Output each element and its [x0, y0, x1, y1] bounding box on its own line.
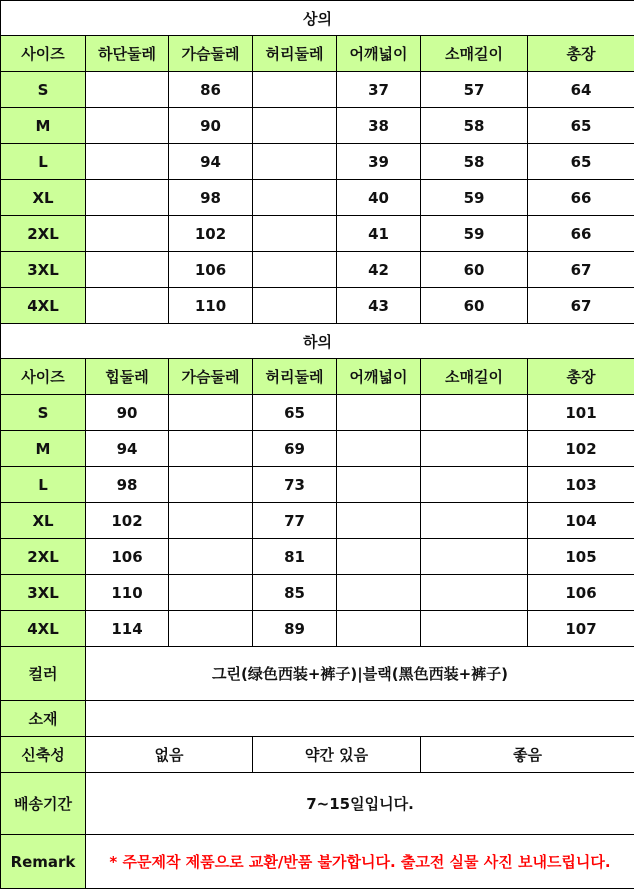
bottom-cell-col3: 85	[253, 575, 337, 611]
bottom-cell-col6: 101	[528, 395, 634, 431]
top-cell-col5: 58	[421, 144, 528, 180]
top-cell-col2: 94	[169, 144, 253, 180]
bottom-cell-col5	[421, 539, 528, 575]
bottom-header-col3: 허리둘레	[253, 359, 337, 395]
top-cell-col4: 38	[337, 108, 421, 144]
stretch-option-good: 좋음	[421, 737, 634, 773]
table-row	[1, 108, 634, 144]
bottom-cell-col3: 69	[253, 431, 337, 467]
top-cell-col6: 65	[528, 108, 634, 144]
top-cell-col1	[86, 72, 169, 108]
bottom-cell-col5	[421, 611, 528, 647]
bottom-cell-col2	[169, 395, 253, 431]
top-size-label: L	[1, 144, 86, 180]
top-cell-col3	[253, 288, 337, 324]
top-cell-col2: 110	[169, 288, 253, 324]
top-cell-col5: 60	[421, 288, 528, 324]
bottom-cell-col4	[337, 539, 421, 575]
bottom-cell-col5	[421, 431, 528, 467]
bottom-cell-col6: 102	[528, 431, 634, 467]
shipping-value: 7~15일입니다.	[86, 773, 634, 835]
bottom-header-col2: 가슴둘레	[169, 359, 253, 395]
bottom-cell-col3: 89	[253, 611, 337, 647]
bottom-cell-col3: 77	[253, 503, 337, 539]
top-header-col4: 어깨넓이	[337, 36, 421, 72]
bottom-cell-col1: 98	[86, 467, 169, 503]
bottom-size-label: L	[1, 467, 86, 503]
table-row	[1, 288, 634, 324]
bottom-header-col6: 총장	[528, 359, 634, 395]
color-value: 그린(绿色西装+裤子)|블랙(黑色西装+裤子)	[86, 647, 634, 701]
top-cell-col6: 64	[528, 72, 634, 108]
top-cell-col3	[253, 108, 337, 144]
bottom-cell-col2	[169, 611, 253, 647]
bottom-header-col1: 힙둘레	[86, 359, 169, 395]
bottom-cell-col1: 106	[86, 539, 169, 575]
stretch-option-slight: 약간 있음	[253, 737, 421, 773]
top-size-label: XL	[1, 180, 86, 216]
shipping-label: 배송기간	[1, 773, 86, 835]
bottom-cell-col5	[421, 395, 528, 431]
bottom-cell-col1: 102	[86, 503, 169, 539]
table-row	[1, 252, 634, 288]
bottom-cell-col1: 94	[86, 431, 169, 467]
top-cell-col1	[86, 180, 169, 216]
bottom-cell-col4	[337, 503, 421, 539]
color-label: 컬러	[1, 647, 86, 701]
top-size-label: 2XL	[1, 216, 86, 252]
top-cell-col6: 67	[528, 252, 634, 288]
bottom-size-label: S	[1, 395, 86, 431]
top-cell-col3	[253, 72, 337, 108]
bottom-cell-col5	[421, 575, 528, 611]
bottom-cell-col2	[169, 467, 253, 503]
top-size-label: 4XL	[1, 288, 86, 324]
top-cell-col4: 41	[337, 216, 421, 252]
material-value	[86, 701, 634, 737]
bottom-size-label: M	[1, 431, 86, 467]
table-row	[1, 180, 634, 216]
top-cell-col6: 65	[528, 144, 634, 180]
bottom-cell-col1: 114	[86, 611, 169, 647]
top-cell-col1	[86, 216, 169, 252]
bottom-cell-col2	[169, 431, 253, 467]
material-label: 소재	[1, 701, 86, 737]
top-size-label: 3XL	[1, 252, 86, 288]
table-row	[1, 72, 634, 108]
top-cell-col5: 59	[421, 180, 528, 216]
top-cell-col5: 57	[421, 72, 528, 108]
top-cell-col1	[86, 144, 169, 180]
bottom-cell-col4	[337, 395, 421, 431]
top-cell-col4: 37	[337, 72, 421, 108]
bottom-cell-col3: 81	[253, 539, 337, 575]
bottom-cell-col6: 107	[528, 611, 634, 647]
bottom-cell-col6: 106	[528, 575, 634, 611]
table-row	[1, 467, 634, 503]
bottom-header-col5: 소매길이	[421, 359, 528, 395]
top-header-col3: 허리둘레	[253, 36, 337, 72]
bottom-cell-col6: 104	[528, 503, 634, 539]
top-cell-col6: 66	[528, 180, 634, 216]
remark-value: * 주문제작 제품으로 교환/반품 불가합니다. 출고전 실물 사진 보내드립니다.	[86, 835, 634, 889]
bottom-cell-col1: 90	[86, 395, 169, 431]
top-cell-col3	[253, 252, 337, 288]
table-row	[1, 144, 634, 180]
bottom-cell-col4	[337, 611, 421, 647]
top-header-col1: 하단둘레	[86, 36, 169, 72]
stretch-label: 신축성	[1, 737, 86, 773]
top-header-col5: 소매길이	[421, 36, 528, 72]
bottom-cell-col4	[337, 431, 421, 467]
table-row	[1, 611, 634, 647]
table-row	[1, 539, 634, 575]
bottom-size-label: XL	[1, 503, 86, 539]
top-cell-col2: 98	[169, 180, 253, 216]
top-section-title: 상의	[1, 1, 634, 36]
top-cell-col5: 58	[421, 108, 528, 144]
top-cell-col3	[253, 216, 337, 252]
top-cell-col1	[86, 108, 169, 144]
bottom-cell-col3: 65	[253, 395, 337, 431]
top-cell-col3	[253, 180, 337, 216]
bottom-header-size: 사이즈	[1, 359, 86, 395]
table-row	[1, 395, 634, 431]
table-row	[1, 503, 634, 539]
bottom-cell-col4	[337, 575, 421, 611]
top-cell-col4: 39	[337, 144, 421, 180]
bottom-cell-col5	[421, 467, 528, 503]
bottom-cell-col6: 103	[528, 467, 634, 503]
bottom-size-label: 4XL	[1, 611, 86, 647]
top-cell-col5: 59	[421, 216, 528, 252]
bottom-cell-col2	[169, 539, 253, 575]
table-row	[1, 216, 634, 252]
top-cell-col2: 106	[169, 252, 253, 288]
bottom-size-label: 2XL	[1, 539, 86, 575]
remark-label: Remark	[1, 835, 86, 889]
bottom-header-col4: 어깨넓이	[337, 359, 421, 395]
top-header-col2: 가슴둘레	[169, 36, 253, 72]
bottom-size-label: 3XL	[1, 575, 86, 611]
top-cell-col1	[86, 288, 169, 324]
top-header-col6: 총장	[528, 36, 634, 72]
bottom-section-title: 하의	[1, 324, 634, 359]
bottom-cell-col2	[169, 575, 253, 611]
bottom-cell-col5	[421, 503, 528, 539]
bottom-cell-col3: 73	[253, 467, 337, 503]
top-cell-col3	[253, 144, 337, 180]
top-cell-col4: 42	[337, 252, 421, 288]
top-cell-col4: 43	[337, 288, 421, 324]
top-cell-col2: 90	[169, 108, 253, 144]
table-row	[1, 431, 634, 467]
top-size-label: S	[1, 72, 86, 108]
top-cell-col1	[86, 252, 169, 288]
bottom-cell-col2	[169, 503, 253, 539]
top-header-size: 사이즈	[1, 36, 86, 72]
stretch-option-none: 없음	[86, 737, 253, 773]
top-cell-col4: 40	[337, 180, 421, 216]
table-row	[1, 575, 634, 611]
top-size-label: M	[1, 108, 86, 144]
top-cell-col2: 102	[169, 216, 253, 252]
bottom-cell-col1: 110	[86, 575, 169, 611]
bottom-cell-col6: 105	[528, 539, 634, 575]
top-cell-col5: 60	[421, 252, 528, 288]
top-cell-col2: 86	[169, 72, 253, 108]
top-cell-col6: 66	[528, 216, 634, 252]
top-cell-col6: 67	[528, 288, 634, 324]
bottom-cell-col4	[337, 467, 421, 503]
